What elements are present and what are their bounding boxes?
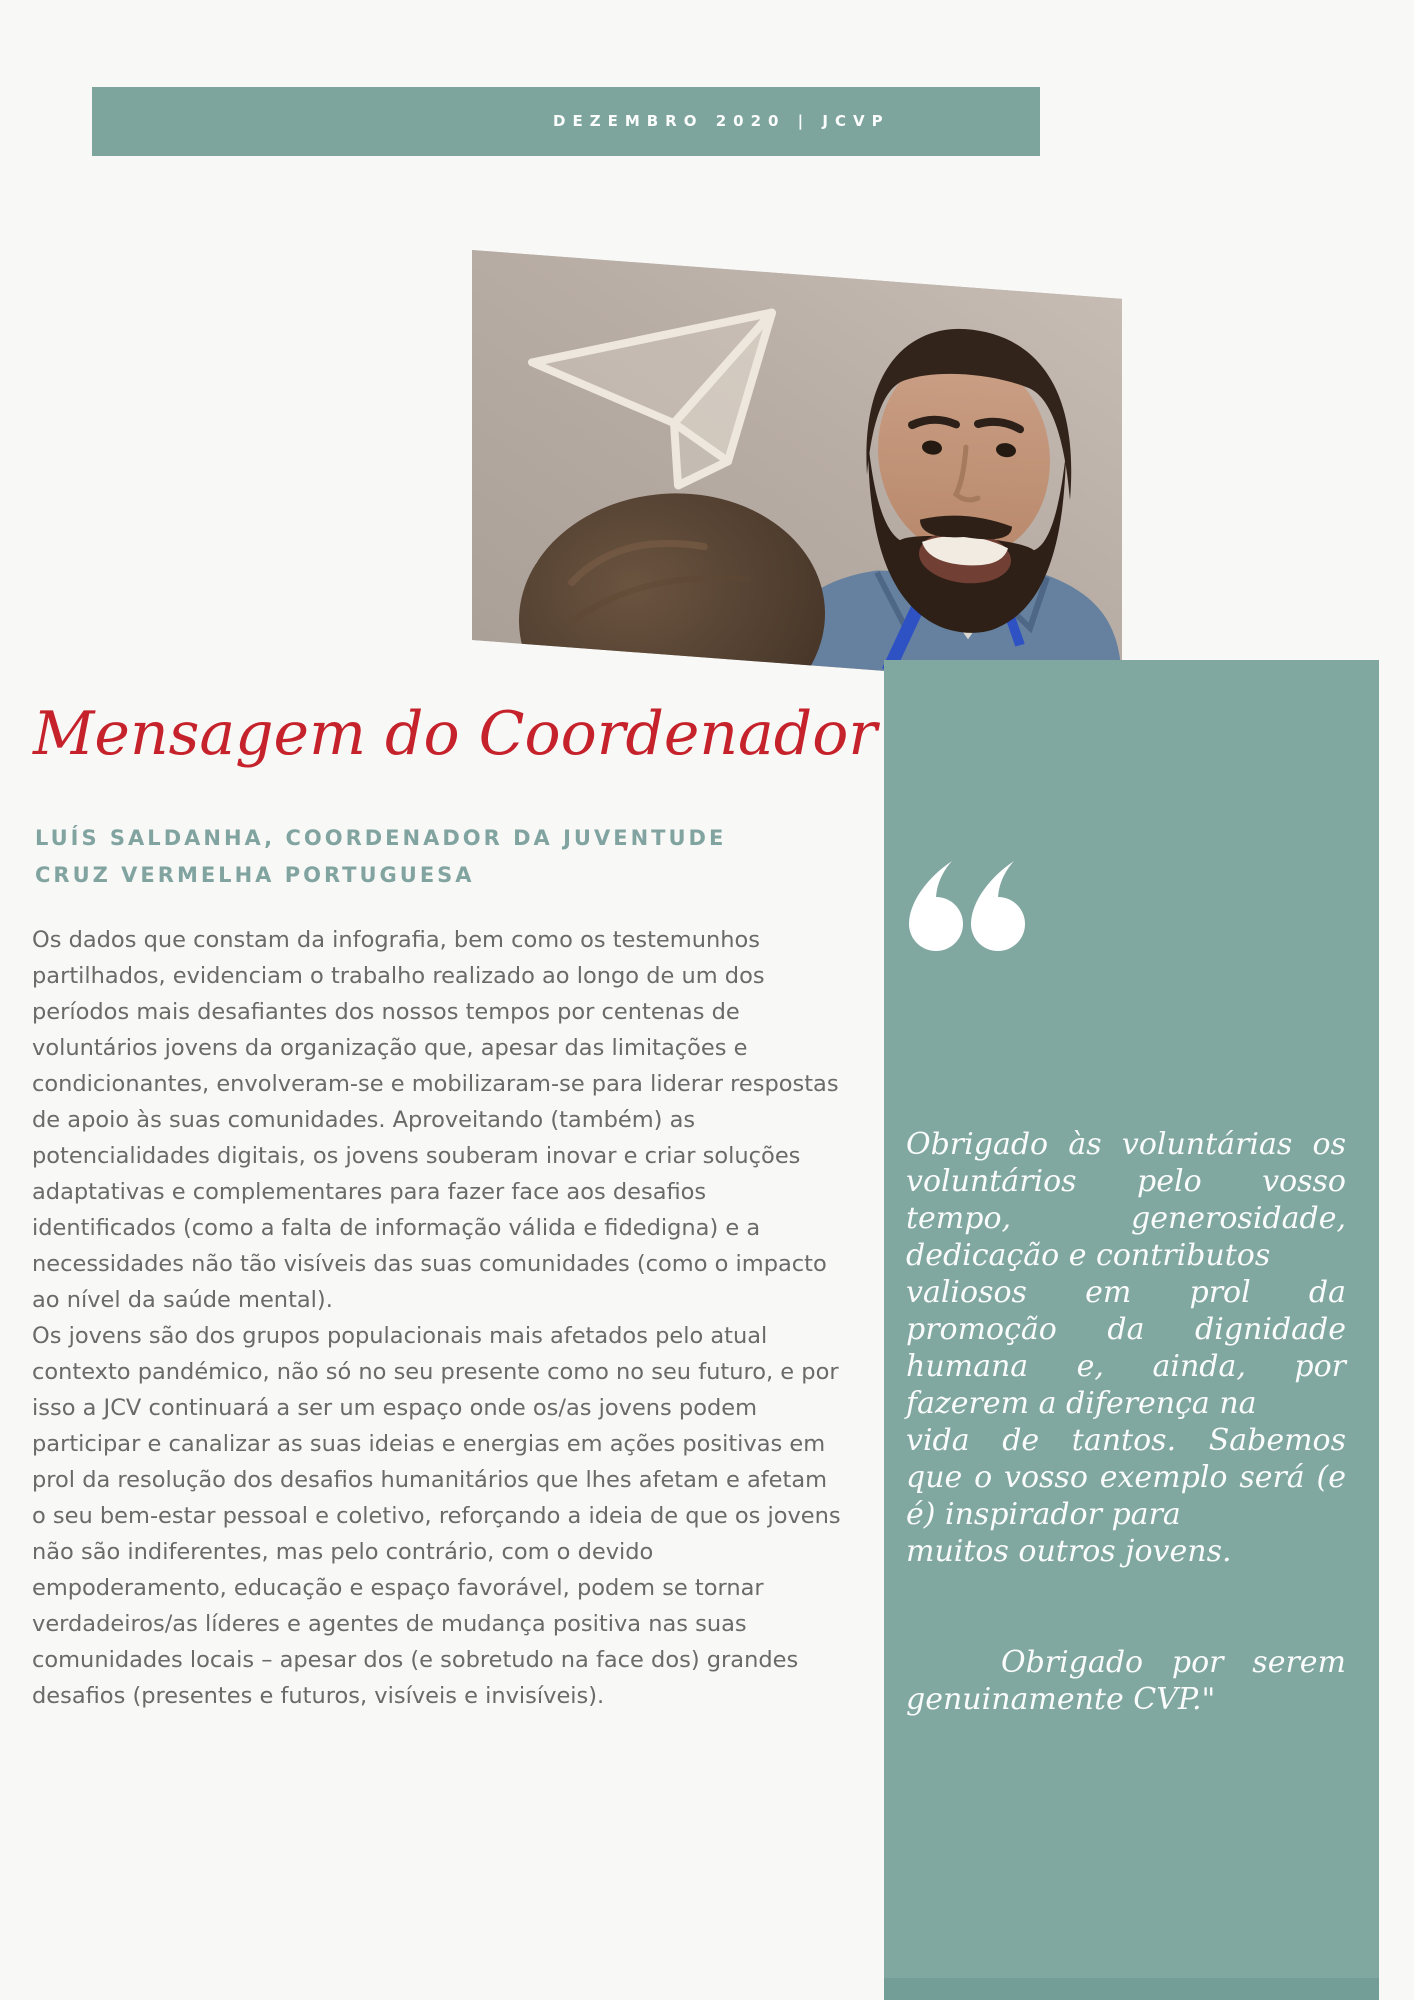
banner-issue-label: DEZEMBRO 2020 | JCVP <box>553 112 890 130</box>
quote-line: tempo, generosidade, <box>906 1201 1346 1236</box>
quote-line: humana e, ainda, por <box>906 1349 1346 1384</box>
portrait-photo <box>472 250 1122 689</box>
body-paragraph: Os jovens são dos grupos populacionais mais afetados pelo atual contexto pandémico, não só no seu presente como no seu futuro, e por isso a JCV continuará a ser um espaço onde os/as jovens podem participar e canalizar as suas ideias e energias em ações positivas em prol da resolução dos desafios humanitários que lhes afetam e afetam o seu bem-estar pessoal e coletivo, reforçando a ideia de que os jovens não são indiferentes, mas pelo contrário, com o devido empoderamento, educação e espaço favorável, podem se tornar verdadeiros/as líderes e agentes de mudança positiva nas suas comunidades locais – apesar dos (e sobretudo na face dos) grandes desafios (presentes e futuros, visíveis e invisíveis). <box>32 1323 841 1709</box>
quote-line: vida de tantos. Sabemos <box>906 1423 1346 1458</box>
subtitle-line-2: CRUZ VERMELHA PORTUGUESA <box>35 863 475 887</box>
page-title: Mensagem do Coordenador <box>33 699 878 769</box>
quote-line: Obrigado às voluntárias os <box>906 1127 1346 1162</box>
quote-line: valiosos em prol da <box>906 1275 1346 1310</box>
quote-panel <box>884 660 1379 2000</box>
accent-band <box>884 1978 1379 2000</box>
quote-line: muitos outros jovens. <box>906 1534 1232 1569</box>
subtitle-line-1: LUÍS SALDANHA, COORDENADOR DA JUVENTUDE <box>35 826 727 850</box>
top-banner <box>92 87 1040 156</box>
portrait-illustration <box>472 250 1122 689</box>
quote-icon <box>906 860 1026 955</box>
quote-line: que o vosso exemplo será (e <box>906 1460 1346 1495</box>
quote-line: fazerem a diferença na <box>906 1386 1257 1421</box>
quote-line: promoção da dignidade <box>906 1312 1346 1347</box>
quote-line: dedicação e contributos <box>906 1238 1271 1273</box>
quote-line: é) inspirador para <box>906 1497 1181 1532</box>
quote-line: voluntários pelo vosso <box>906 1164 1346 1199</box>
quote-line: Obrigado por serem <box>1001 1645 1346 1680</box>
quote-text <box>906 1126 1346 1718</box>
article-subtitle <box>35 820 795 894</box>
body-paragraph: Os dados que constam da infografia, bem como os testemunhos partilhados, evidenciam o trabalho realizado ao longo de um dos períodos mais desafiantes dos nossos tempos por centenas de voluntários jovens da organização que, apesar das limitações e condicionantes, envolveram-se e mobilizaram-se para liderar respostas de apoio às suas comunidades. Aproveitando (também) as potencialidades digitais, os jovens souberam inovar e criar soluções adaptativas e complementares para fazer face aos desafios identificados (como a falta de informação válida e fidedigna) e a necessidades não tão visíveis das suas comunidades (como o impacto ao nível da saúde mental). <box>32 927 839 1313</box>
body-text <box>32 922 844 1714</box>
quote-line: genuinamente CVP." <box>906 1682 1216 1717</box>
